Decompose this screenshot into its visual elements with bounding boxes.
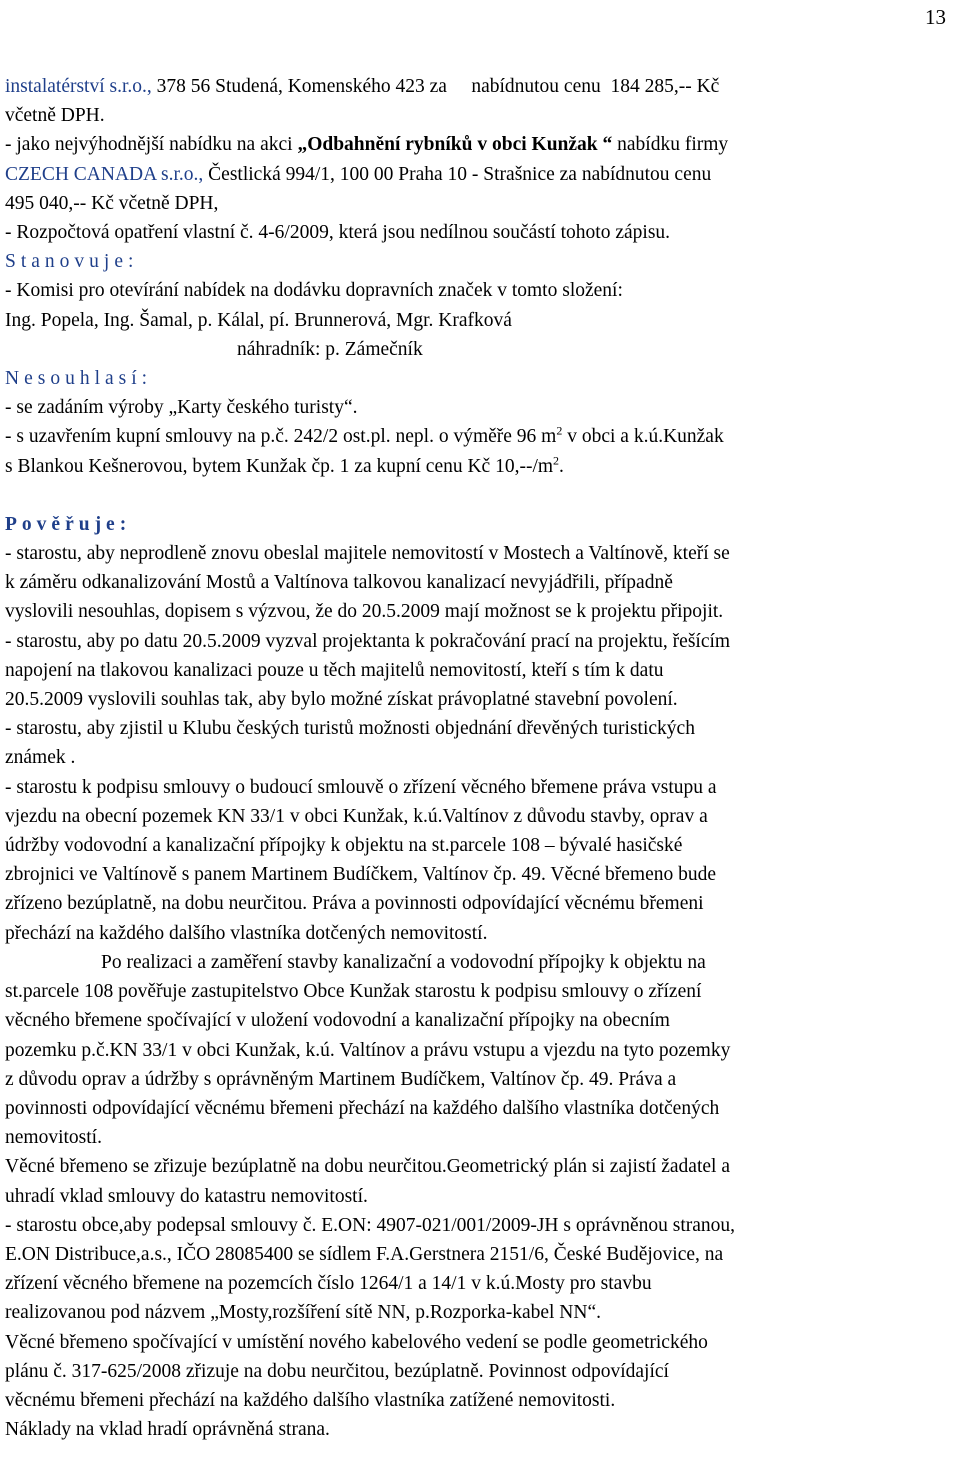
nesouhlasi-line-2 [5, 422, 955, 451]
nesouhlasi-text-3b: . [559, 455, 564, 477]
poveruje-para2-line: plánu č. 317-625/2008 zřizuje na dobu neurčitou, bezúplatně. Povinnost odpovídající [5, 1360, 669, 1382]
poveruje-para2-line: Náklady na vklad hradí oprávněná strana. [5, 1419, 330, 1441]
poveruje-para2-line: uhradí vklad smlouvy do katastru nemovitostí. [5, 1185, 368, 1207]
superscript-3a: 2 [553, 453, 560, 468]
poveruje-line: - starostu, aby po datu 20.5.2009 vyzval projektanta k pokračování prací na projektu, řešícím [5, 630, 731, 652]
poveruje-line: napojení na tlakovou kanalizaci pouze u těch majitelů nemovitostí, kteří s tím k datu [5, 659, 664, 681]
intro-line-1 [5, 72, 955, 101]
poveruje-line: vjezdu na obecní pozemek KN 33/1 v obci Kunžak, k.ú.Valtínov z důvodu stavby, oprav a [5, 805, 708, 827]
nesouhlasi-line-3 [5, 452, 955, 481]
company-name-1: instalatérství s.r.o., [5, 76, 152, 97]
poveruje-para2-line: povinnosti odpovídající věcnému břemeni přechází na každého dalšího vlastníka dotčených [5, 1097, 720, 1119]
intro-text-3c: nabídku firmy [612, 134, 729, 156]
nesouhlasi-text-2b: v obci a k.ú.Kunžak [562, 426, 724, 448]
poveruje-para2-line: E.ON Distribuce,a.s., IČO 28085400 se sídlem F.A.Gerstnera 2151/6, České Budějovice, na [5, 1243, 724, 1265]
nesouhlasi-text-2a: - s uzavřením kupní smlouvy na p.č. 242/2 ost.pl. nepl. o výměře 96 m [5, 426, 557, 448]
poveruje-line: známek . [5, 747, 76, 769]
poveruje-line: 20.5.2009 vyslovili souhlas tak, aby bylo možné získat právoplatné stavební povolení. [5, 689, 678, 711]
intro-line-6: - Rozpočtová opatření vlastní č. 4-6/2009, která jsou nedílnou součástí tohoto zápisu. [5, 222, 671, 244]
stanovuje-line-2: Ing. Popela, Ing. Šamal, p. Kálal, pí. Brunnerová, Mgr. Krafková [5, 309, 512, 331]
poveruje-line: - starostu, aby neprodleně znovu obeslal majitele nemovitostí v Mostech a Valtínově, kteří se [5, 543, 730, 565]
nesouhlasi-line-1: - se zadáním výroby „Karty českého turisty“. [5, 397, 358, 419]
document-body [5, 72, 955, 1444]
poveruje-line: přechází na každého dalšího vlastníka dotčených nemovitostí. [5, 922, 488, 944]
poveruje-line: zbrojnici ve Valtínově s panem Martinem Budíčkem, Valtínov čp. 49. Věcné břemeno bude [5, 864, 717, 886]
intro-text-3a: - jako nejvýhodnější nabídku na akci [5, 134, 298, 156]
superscript-2a: 2 [556, 423, 563, 438]
company-name-2: CZECH CANADA s.r.o., [5, 163, 204, 185]
project-name: „Odbahnění rybníků v obci Kunžak “ [297, 134, 613, 156]
stanovuje-line-1: - Komisi pro otevírání nabídek na dodávku dopravních značek v tomto složení: [5, 280, 623, 302]
poveruje-para2-line: Věcné břemeno se zřizuje bezúplatně na dobu neurčitou.Geometrický plán si zajistí žadatel a [5, 1156, 730, 1178]
nesouhlasi-text-3a: s Blankou Kešnerovou, bytem Kunžak čp. 1 za kupní cenu Kč 10,--/m [5, 455, 554, 477]
poveruje-line: zřízeno bezúplatně, na dobu neurčitou. Práva a povinnosti odpovídající věcnému břemeni [5, 893, 704, 915]
poveruje-para2-first: Po realizaci a zaměření stavby kanalizační a vodovodní přípojky k objektu na [101, 951, 706, 973]
poveruje-line: - starostu k podpisu smlouvy o budoucí smlouvě o zřízení věcného břemene práva vstupu a [5, 776, 717, 798]
poveruje-para2-line: věcnému břemeni přechází na každého dalšího vlastníka zatížené nemovitosti. [5, 1389, 616, 1411]
stanovuje-line-3: náhradník: p. Zámečník [237, 338, 423, 360]
intro-text-4: Čestlická 994/1, 100 00 Praha 10 - Strašnice za nabídnutou cenu [203, 163, 712, 185]
poveruje-heading: Pověřuje: [5, 513, 132, 535]
poveruje-line: vyslovili nesouhlas, dopisem s výzvou, že do 20.5.2009 mají možnost se k projektu připojit. [5, 601, 724, 623]
poveruje-para2-line: věcného břemene spočívající v uložení vodovodní a kanalizační přípojky na obecním [5, 1010, 670, 1032]
intro-line-3 [5, 130, 955, 159]
intro-line-2: včetně DPH. [5, 105, 105, 127]
poveruje-para2-line: nemovitostí. [5, 1127, 102, 1149]
poveruje-para2-line: zřízení věcného břemene na pozemcích číslo 1264/1 a 14/1 v k.ú.Mosty pro stavbu [5, 1273, 652, 1295]
poveruje-para2-line: pozemku p.č.KN 33/1 v obci Kunžak, k.ú. Valtínov a právu vstupu a vjezdu na tyto pozemky [5, 1039, 731, 1061]
poveruje-para2-line: realizovanou pod názvem „Mosty,rozšíření sítě NN, p.Rozporka-kabel NN“. [5, 1302, 602, 1324]
intro-line-4 [5, 160, 955, 189]
poveruje-line: - starostu, aby zjistil u Klubu českých turistů možnosti objednání dřevěných turistických [5, 718, 695, 740]
poveruje-para2-line: Věcné břemeno spočívající v umístění nového kabelového vedení se podle geometrického [5, 1331, 708, 1353]
stanovuje-heading: Stanovuje: [5, 251, 139, 273]
nesouhlasi-heading: Nesouhlasí: [5, 368, 153, 390]
poveruje-para2-line: st.parcele 108 pověřuje zastupitelstvo Obce Kunžak starostu k podpisu smlouvy o zřízení [5, 981, 702, 1003]
intro-text-1: 378 56 Studená, Komenského 423 za nabídnutou cenu 184 285,-- Kč [151, 76, 720, 97]
poveruje-line: údržby vodovodní a kanalizační přípojky k objektu na st.parcele 108 – bývalé hasičské [5, 835, 683, 857]
intro-line-5: 495 040,-- Kč včetně DPH, [5, 192, 219, 214]
poveruje-para2-line: z důvodu oprav a údržby s oprávněným Martinem Budíčkem, Valtínov čp. 49. Práva a [5, 1068, 677, 1090]
page-number: 13 [925, 5, 946, 29]
poveruje-line: k záměru odkanalizování Mostů a Valtínova talkovou kanalizací nevyjádřili, případně [5, 572, 673, 594]
poveruje-para2-line: - starostu obce,aby podepsal smlouvy č. E.ON: 4907-021/001/2009-JH s oprávněnou stranou, [5, 1214, 736, 1236]
